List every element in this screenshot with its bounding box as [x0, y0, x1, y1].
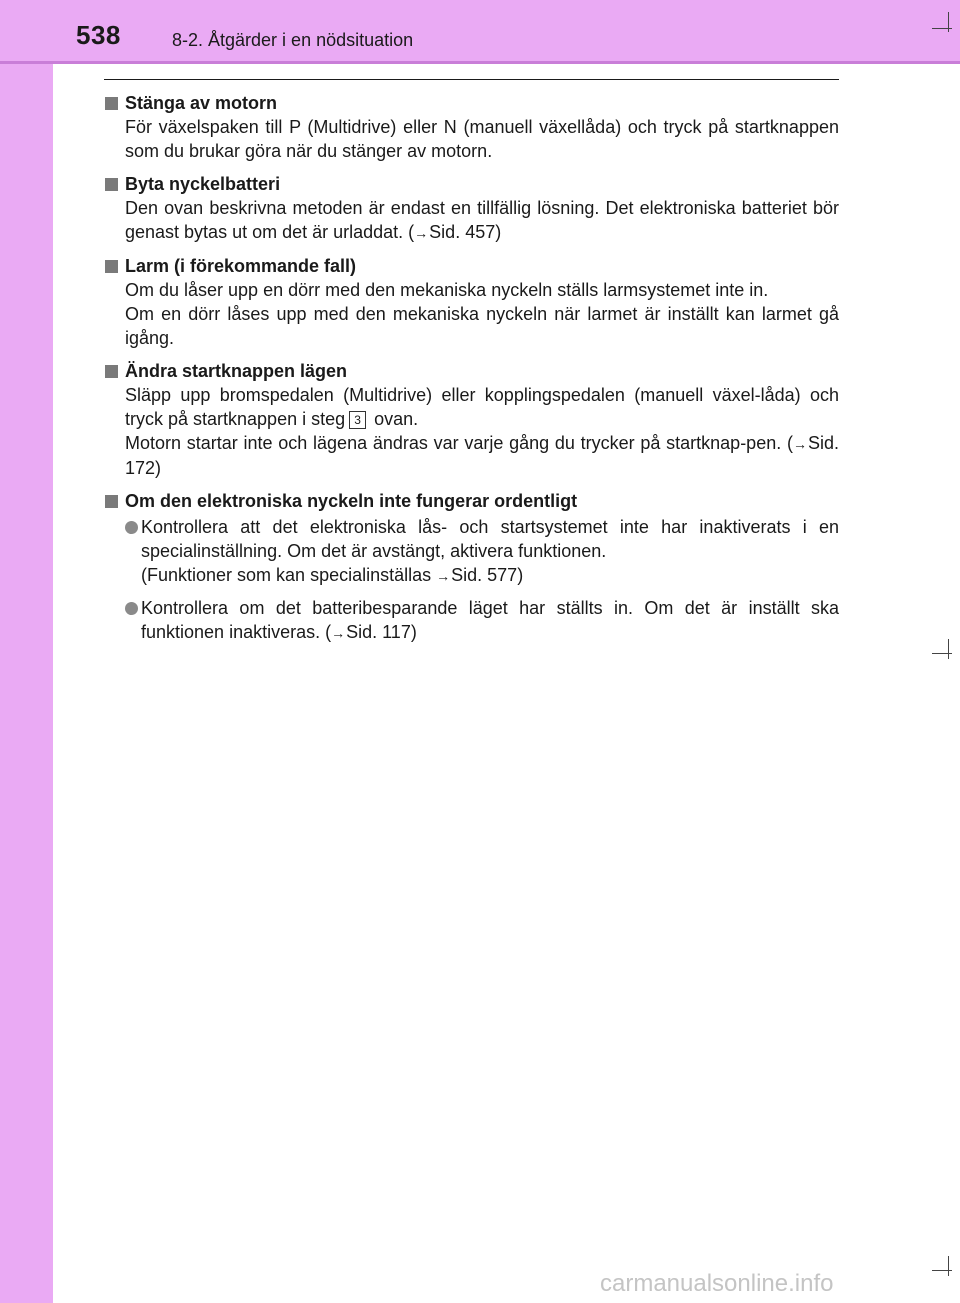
- section-heading: Stänga av motorn: [104, 91, 839, 115]
- section-heading: Byta nyckelbatteri: [104, 172, 839, 196]
- page-reference[interactable]: Sid. 457): [429, 222, 502, 242]
- list-item: Kontrollera om det batteribesparande läget har ställts in. Om det är inställt ska funktionen inaktiveras. (→Sid. 117): [125, 596, 839, 645]
- section-paragraph: Släpp upp bromspedalen (Multidrive) eller kopplingspedalen (manuell växel-låda) och tryck på startknappen i steg 3 ovan.: [125, 385, 839, 429]
- arrow-right-icon: →: [792, 436, 807, 452]
- section-paragraph: Motorn startar inte och lägena ändras var varje gång du trycker på startknap-pen. (→Sid. 172): [125, 433, 839, 478]
- page-number: 538: [76, 20, 121, 50]
- step-number-box: 3: [349, 411, 366, 429]
- square-bullet-icon: [105, 495, 118, 508]
- section-paragraph: Om en dörr låses upp med den mekaniska nyckeln när larmet är inställt kan larmet gå igång.: [125, 304, 839, 348]
- section-title: 8-2. Åtgärder i en nödsituation: [172, 30, 414, 50]
- section-larm: [104, 254, 839, 350]
- arrow-right-icon: →: [331, 625, 346, 641]
- circle-bullet-icon: [125, 602, 138, 615]
- square-bullet-icon: [105, 365, 118, 378]
- section-stanga-av-motorn: [104, 91, 839, 163]
- square-bullet-icon: [105, 178, 118, 191]
- side-color-strip: [0, 0, 53, 1303]
- circle-bullet-icon: [125, 521, 138, 534]
- section-elektroniska-nyckeln: [104, 489, 839, 645]
- header-band: [0, 0, 960, 62]
- page-reference[interactable]: Sid. 117): [346, 622, 417, 642]
- top-rule: [104, 79, 839, 80]
- header-underline: [0, 61, 960, 64]
- section-heading: Larm (i förekommande fall): [104, 254, 839, 278]
- section-paragraph: Den ovan beskrivna metoden är endast en tillfällig lösning. Det elektroniska batteriet bör genast bytas ut om det är urladdat. (→Sid. 457): [125, 196, 839, 245]
- section-byta-nyckelbatteri: [104, 172, 839, 245]
- arrow-right-icon: →: [436, 568, 451, 584]
- page-reference[interactable]: Sid. 577): [451, 565, 524, 585]
- section-paragraph: För växelspaken till P (Multidrive) eller N (manuell växellåda) och tryck på startknappen som du brukar göra när du stänger av motorn.: [125, 117, 839, 161]
- page-reference[interactable]: Sid. 172): [125, 433, 839, 478]
- arrow-right-icon: →: [414, 225, 429, 241]
- square-bullet-icon: [105, 260, 118, 273]
- list-item: Kontrollera att det elektroniska lås- och startsystemet inte har inaktiverats i en specialinställning. Om det är avstängt, aktivera funktionen. (Funktioner som kan specialinställas →Sid. 577): [125, 515, 839, 588]
- section-heading: Om den elektroniska nyckeln inte fungerar ordentligt: [104, 489, 839, 513]
- section-paragraph: Om du låser upp en dörr med den mekaniska nyckeln ställs larmsystemet inte in.: [125, 280, 769, 300]
- page-content: [104, 91, 839, 654]
- section-andra-startknappen: [104, 359, 839, 480]
- section-heading: Ändra startknappen lägen: [104, 359, 839, 383]
- watermark: carmanualsonline.info: [600, 1270, 834, 1297]
- square-bullet-icon: [105, 97, 118, 110]
